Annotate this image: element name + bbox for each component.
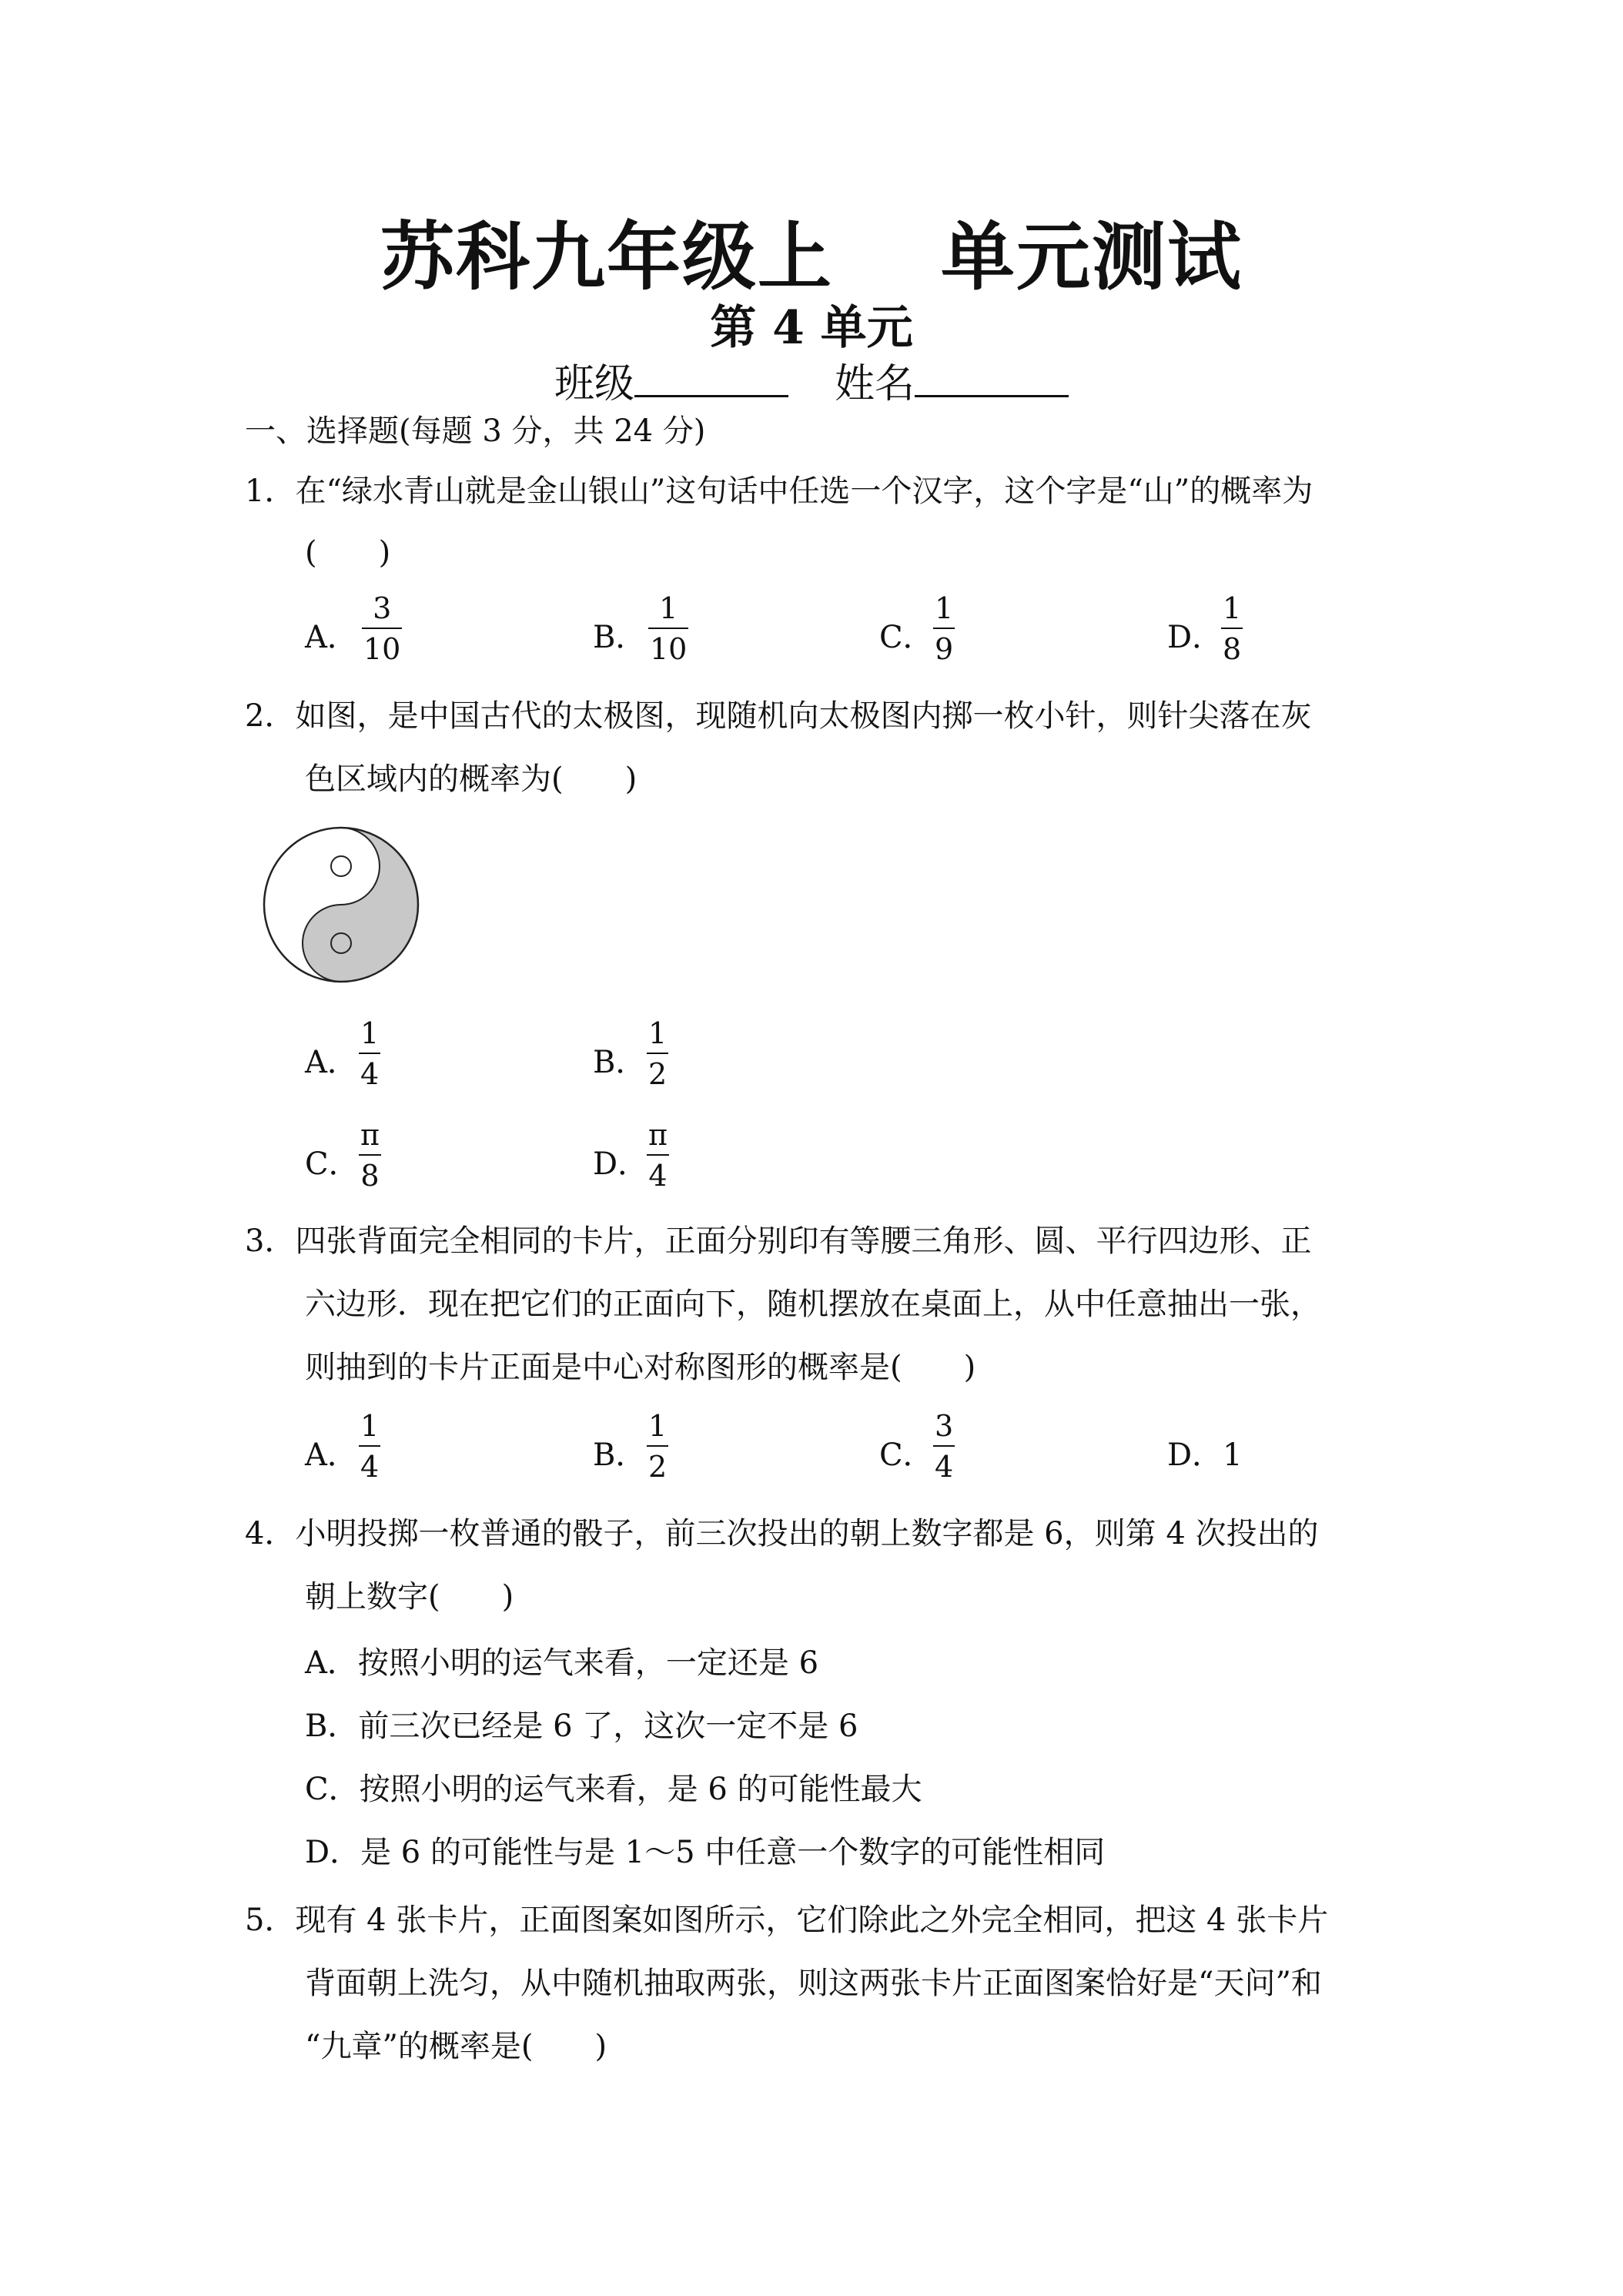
numerator: 3 [373, 591, 392, 625]
q1-line-1: 1．在“绿水青山就是金山银山”这句话中任选一个汉字，这个字是“山”的概率为 [245, 474, 1313, 509]
q3-option-a-label: A． [305, 1438, 358, 1473]
q2-option-a-fraction [359, 1016, 380, 1091]
q4-option-c: C．按照小明的运气来看，是 6 的可能性最大 [305, 1772, 922, 1807]
class-label: 班级 [554, 361, 634, 407]
q2-option-c-fraction [359, 1118, 381, 1193]
page-title [0, 199, 1623, 304]
denominator: 9 [935, 632, 954, 666]
numerator: π [648, 1118, 668, 1152]
student-info-line [0, 351, 1623, 409]
denominator: 4 [935, 1450, 954, 1484]
taiji-lower-dot [331, 933, 351, 953]
numerator: 1 [659, 591, 678, 625]
class-blank[interactable] [634, 364, 788, 397]
title-left: 苏科九年级上 [380, 214, 833, 300]
denominator: 4 [360, 1057, 380, 1091]
taiji-upper-dot [331, 856, 351, 876]
q3-line-2: 六边形．现在把它们的正面向下，随机摆放在桌面上，从中任意抽出一张， [305, 1287, 1321, 1322]
q2-option-d-label: D． [593, 1146, 649, 1182]
q1-option-a-label: A． [305, 620, 358, 655]
q2-line-2: 色区域内的概率为( ) [305, 761, 637, 797]
q3-option-d [1167, 1431, 1243, 1474]
q1-option-d-label: D． [1167, 620, 1223, 655]
q3-option-d-label: D． [1167, 1438, 1223, 1473]
q1-option-a-fraction [362, 591, 402, 666]
name-label: 姓名 [835, 361, 915, 407]
q4-option-a: A．按照小明的运气来看，一定还是 6 [305, 1645, 819, 1681]
title-right: 单元测试 [941, 214, 1243, 300]
denominator: 4 [360, 1450, 380, 1484]
q3-line-1: 3．四张背面完全相同的卡片，正面分别印有等腰三角形、圆、平行四边形、正 [245, 1223, 1312, 1259]
q5-line-2: 背面朝上洗匀，从中随机抽取两张，则这两张卡片正面图案恰好是“天问”和 [305, 1966, 1322, 2001]
denominator: 2 [648, 1450, 668, 1484]
section-heading: 一、选择题(每题 3 分，共 24 分) [245, 413, 706, 449]
taiji-figure [260, 824, 422, 986]
q3-option-d-value: 1 [1223, 1438, 1243, 1473]
numerator: 1 [935, 591, 954, 625]
q1-option-d-fraction [1221, 591, 1243, 666]
numerator: 1 [648, 1409, 668, 1443]
q2-option-b-label: B． [593, 1045, 647, 1080]
q3-option-c-fraction [933, 1409, 955, 1484]
q5-line-3: “九章”的概率是( ) [305, 2029, 607, 2064]
q1-option-c-fraction [933, 591, 955, 666]
numerator: π [360, 1118, 380, 1152]
q3-line-3: 则抽到的卡片正面是中心对称图形的概率是( ) [305, 1350, 976, 1385]
unit-subtitle: 第 4 单元 [710, 301, 913, 355]
q1-line-2: ( ) [305, 535, 391, 571]
numerator: 1 [360, 1409, 380, 1443]
q3-option-b-fraction [647, 1409, 668, 1484]
q2-option-b-fraction [647, 1016, 668, 1091]
denominator: 10 [363, 632, 401, 666]
denominator: 4 [648, 1159, 668, 1193]
q4-option-d: D．是 6 的可能性与是 1～5 中任意一个数字的可能性相同 [305, 1835, 1106, 1870]
q3-option-c-label: C． [879, 1438, 934, 1473]
numerator: 3 [935, 1409, 954, 1443]
taiji-gray-region [303, 828, 418, 982]
q4-option-b: B．前三次已经是 6 了，这次一定不是 6 [305, 1709, 858, 1744]
q2-option-d-fraction [647, 1118, 669, 1193]
numerator: 1 [360, 1016, 380, 1050]
denominator: 8 [360, 1159, 380, 1193]
q3-option-a-fraction [359, 1409, 380, 1484]
q4-line-2: 朝上数字( ) [305, 1579, 514, 1615]
numerator: 1 [1223, 591, 1242, 625]
name-blank[interactable] [915, 364, 1069, 397]
numerator: 1 [648, 1016, 668, 1050]
q2-option-c-label: C． [305, 1146, 360, 1182]
denominator: 8 [1223, 632, 1242, 666]
q2-option-a-label: A． [305, 1045, 358, 1080]
q1-option-b-fraction [648, 591, 688, 666]
q5-line-1: 5．现有 4 张卡片，正面图案如图所示，它们除此之外完全相同，把这 4 张卡片 [245, 1903, 1329, 1938]
q1-option-c-label: C． [879, 620, 934, 655]
q2-line-1: 2．如图，是中国古代的太极图，现随机向太极图内掷一枚小针，则针尖落在灰 [245, 698, 1312, 734]
q4-line-1: 4．小明投掷一枚普通的骰子，前三次投出的朝上数字都是 6，则第 4 次投出的 [245, 1516, 1319, 1551]
q1-option-b-label: B． [593, 620, 647, 655]
denominator: 10 [650, 632, 688, 666]
denominator: 2 [648, 1057, 668, 1091]
q3-option-b-label: B． [593, 1438, 647, 1473]
